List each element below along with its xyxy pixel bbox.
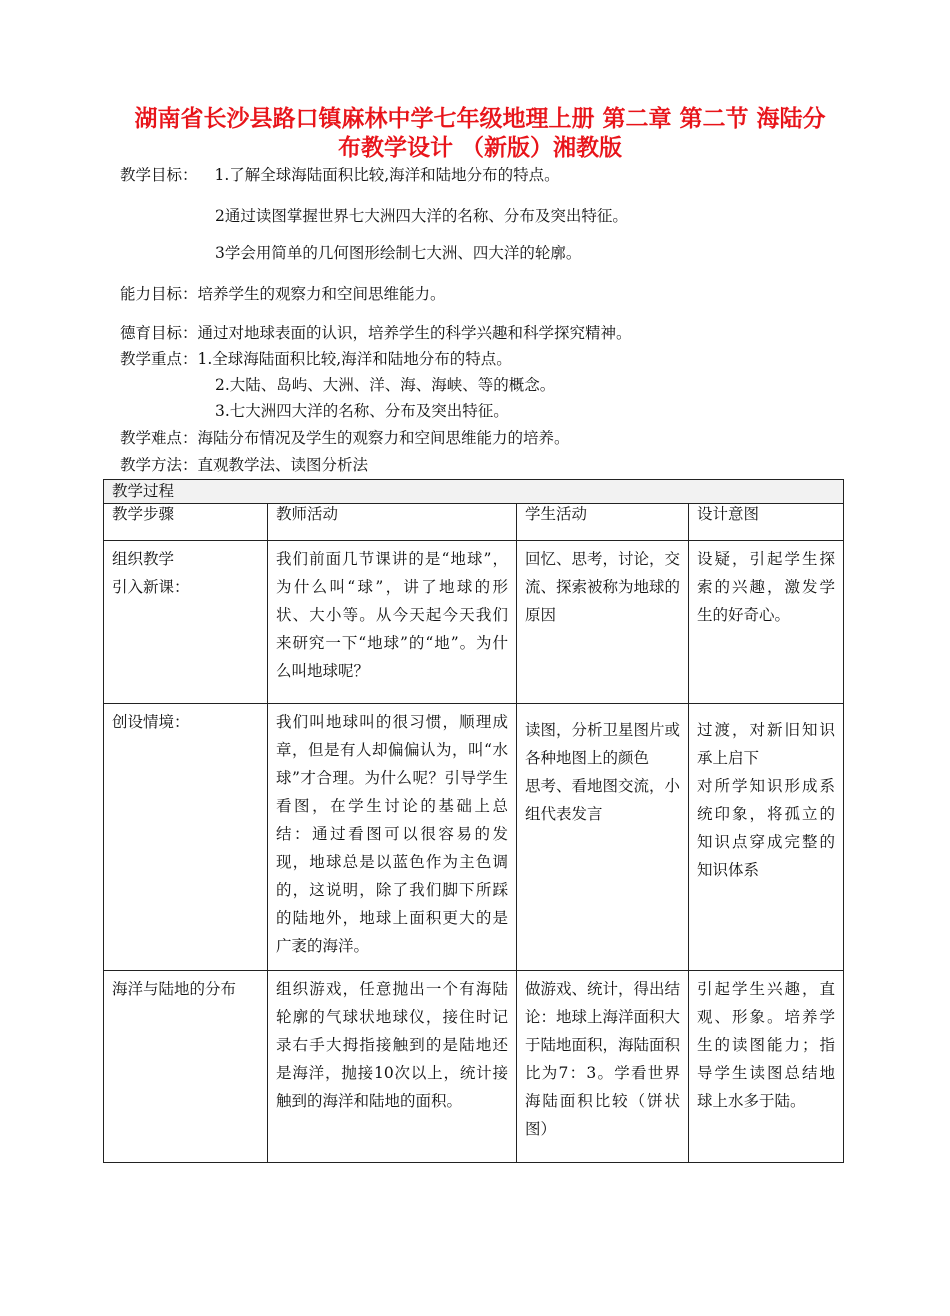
header-design-intent: 设计意图	[689, 504, 844, 541]
teaching-objective-3: 3学会用简单的几何图形绘制七大洲、四大洋的轮廓。	[215, 244, 582, 262]
row-2-intent: 过渡，对新旧知识承上启下 对所学知识形成系统印象，将孤立的知识点穿成完整的知识体系	[689, 704, 844, 971]
table-caption: 教学过程	[104, 480, 844, 504]
row-3-step: 海洋与陆地的分布	[104, 971, 268, 1163]
row-3-student: 做游戏、统计，得出结论：地球上海洋面积大于陆地面积，海陆面积比为7：3。学看世界海陆面积比较（饼状图）	[517, 971, 689, 1163]
teaching-key-label: 教学重点：	[120, 350, 198, 368]
row-1-step: 组织教学 引入新课：	[104, 541, 268, 704]
row-1-intent: 设疑，引起学生探索的兴趣，激发学生的好奇心。	[689, 541, 844, 704]
teaching-process-table	[103, 479, 844, 1163]
table-header-row	[104, 504, 844, 541]
title-line-2: 布教学设计 （新版）湘教版	[337, 134, 622, 161]
header-student-activity: 学生活动	[517, 504, 689, 541]
teaching-objective-label: 教学目标：	[120, 166, 198, 184]
teaching-method: 教学方法：直观教学法、读图分析法	[120, 456, 369, 474]
teaching-key-point-3: 3.七大洲四大洋的名称、分布及突出特征。	[215, 402, 509, 420]
teaching-objective-1-text: 1.了解全球海陆面积比较,海洋和陆地分布的特点。	[214, 166, 560, 184]
row-2-teacher: 我们叫地球叫的很习惯，顺理成章，但是有人却偏偏认为，叫“水球”才合理。为什么呢？引导学生看图，在学生讨论的基础上总结：通过看图可以很容易的发现，地球总是以蓝色作为主色调的，这说明，除了我们脚下所踩的陆地外，地球上面积更大的是广袤的海洋。	[268, 704, 517, 971]
teaching-key-point-2: 2.大陆、岛屿、大洲、洋、海、海峡、等的概念。	[215, 376, 556, 394]
table-row	[104, 541, 844, 704]
table-row	[104, 971, 844, 1163]
teaching-key-1-text: 1.全球海陆面积比较,海洋和陆地分布的特点。	[197, 350, 512, 368]
row-3-intent: 引起学生兴趣，直观、形象。培养学生的读图能力；指导学生读图总结地球上水多于陆。	[689, 971, 844, 1163]
teaching-key-points-1	[120, 349, 512, 369]
teaching-difficulty: 教学难点：海陆分布情况及学生的观察力和空间思维能力的培养。	[120, 429, 570, 447]
document-title	[110, 104, 850, 162]
table-caption-row	[104, 480, 844, 504]
ability-objective: 能力目标：培养学生的观察力和空间思维能力。	[120, 285, 446, 303]
row-1-student: 回忆、思考，讨论，交流、探索被称为地球的原因	[517, 541, 689, 704]
header-step: 教学步骤	[104, 504, 268, 541]
header-teacher-activity: 教师活动	[268, 504, 517, 541]
title-line-1: 湖南省长沙县路口镇麻林中学七年级地理上册 第二章 第二节 海陆分	[134, 105, 826, 132]
table-row	[104, 704, 844, 971]
teaching-objective-2: 2通过读图掌握世界七大洲四大洋的名称、分布及突出特征。	[215, 207, 628, 225]
row-2-step: 创设情境：	[104, 704, 268, 971]
row-1-teacher: 我们前面几节课讲的是“地球”，为什么叫“球”，讲了地球的形状、大小等。从今天起今天我们来研究一下“地球”的“地”。为什么叫地球呢？	[268, 541, 517, 704]
teaching-objective-1	[120, 165, 560, 185]
moral-objective: 德育目标：通过对地球表面的认识，培养学生的科学兴趣和科学探究精神。	[120, 324, 632, 342]
row-2-student: 读图，分析卫星图片或各种地图上的颜色 思考、看地图交流，小组代表发言	[517, 704, 689, 971]
row-3-teacher: 组织游戏，任意抛出一个有海陆轮廓的气球状地球仪，接住时记录右手大拇指接触到的是陆地还是海洋，抛接10次以上，统计接触到的海洋和陆地的面积。	[268, 971, 517, 1163]
